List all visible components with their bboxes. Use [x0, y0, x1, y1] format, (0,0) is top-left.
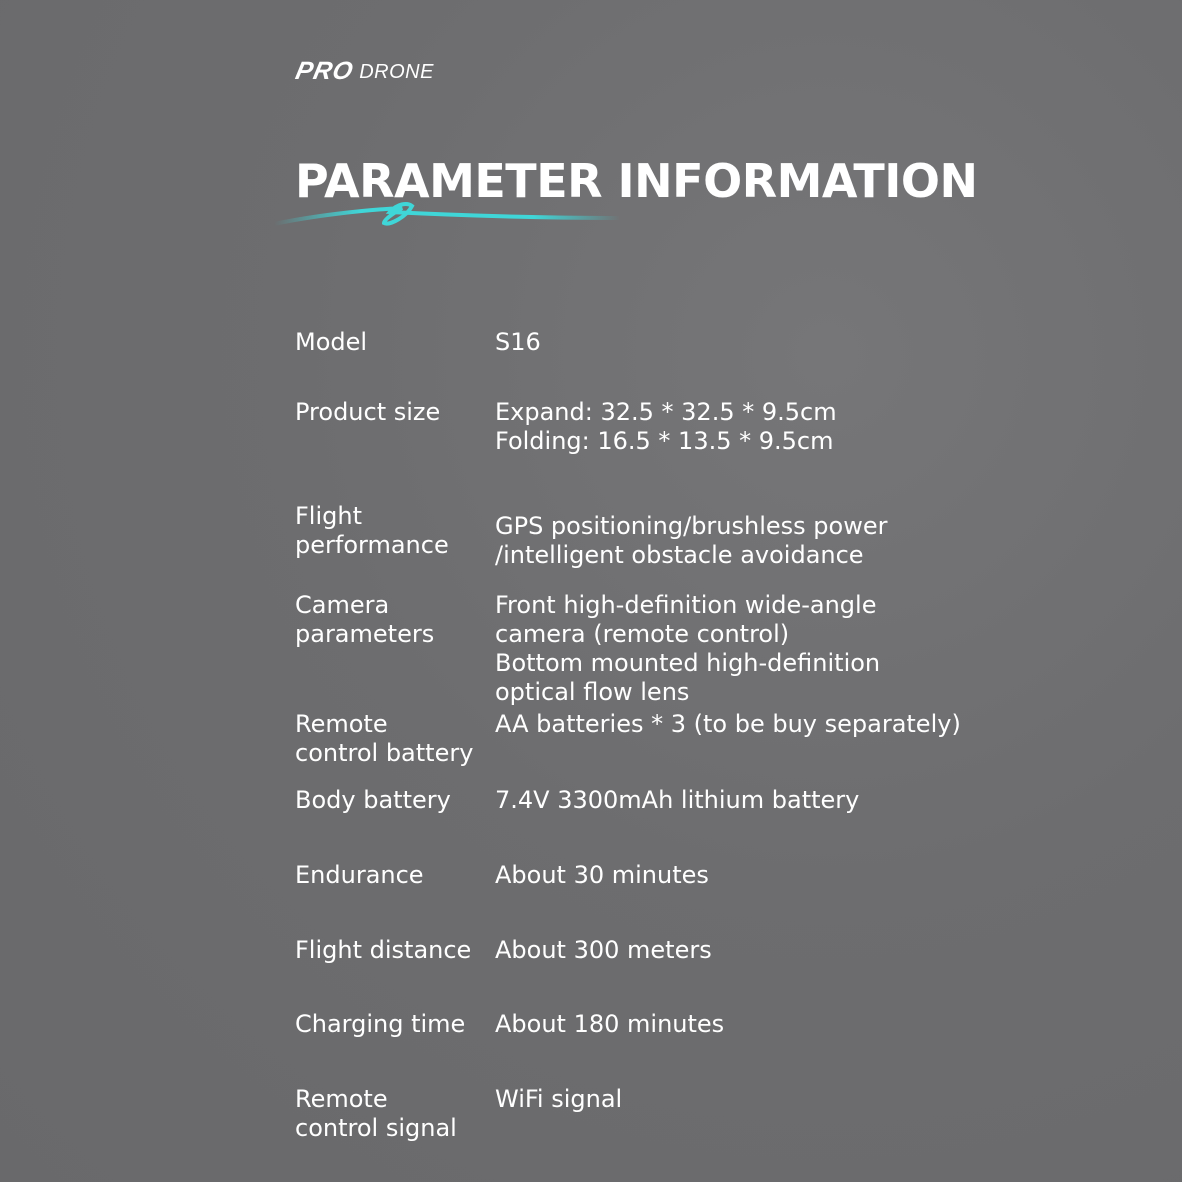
brand-drone-text: DRONE [359, 61, 434, 83]
spec-value-line: WiFi signal [495, 1085, 623, 1113]
spec-value [495, 1010, 1055, 1039]
spec-label: Remote control battery [295, 710, 474, 767]
spec-value-line: /intelligent obstacle avoidance [495, 541, 864, 569]
spec-value-line: About 30 minutes [495, 861, 709, 889]
spec-label: Remote control signal [295, 1085, 457, 1142]
spec-value-line: Expand: 32.5 * 32.5 * 9.5cm [495, 398, 837, 426]
spec-value-line: camera (remote control) [495, 620, 790, 648]
spec-value-line: GPS positioning/brushless power [495, 512, 888, 540]
spec-label: Product size [295, 398, 441, 426]
spec-label: Camera parameters [295, 591, 435, 648]
spec-value-line: Front high-definition wide-angle [495, 591, 877, 619]
spec-value [495, 936, 1055, 965]
brand-pro-text: PRO [293, 56, 357, 85]
spec-value-line: AA batteries * 3 (to be buy separately) [495, 710, 961, 738]
spec-value-line: optical flow lens [495, 678, 690, 706]
spec-value-line: S16 [495, 328, 541, 356]
spec-label: Model [295, 328, 368, 356]
page-title: PARAMETER INFORMATION [295, 154, 978, 208]
spec-value-line: About 180 minutes [495, 1010, 725, 1038]
spec-label: Endurance [295, 861, 424, 889]
spec-value-line: Bottom mounted high-definition [495, 649, 881, 677]
spec-label: Charging time [295, 1010, 466, 1038]
spec-value [495, 512, 1055, 570]
spec-value [495, 591, 1055, 707]
spec-value [495, 786, 1055, 815]
spec-label: Flight distance [295, 936, 472, 964]
spec-label: Flight performance [295, 502, 449, 559]
spec-value [495, 1085, 1055, 1114]
spec-value-line: 7.4V 3300mAh lithium battery [495, 786, 860, 814]
brand-logo [293, 56, 434, 86]
spec-value-line: Folding: 16.5 * 13.5 * 9.5cm [495, 427, 834, 455]
spec-value [495, 710, 1055, 739]
spec-value [495, 398, 1055, 456]
spec-value [495, 328, 1055, 357]
spec-label: Body battery [295, 786, 451, 814]
spec-value-line: About 300 meters [495, 936, 712, 964]
spec-value [495, 861, 1055, 890]
